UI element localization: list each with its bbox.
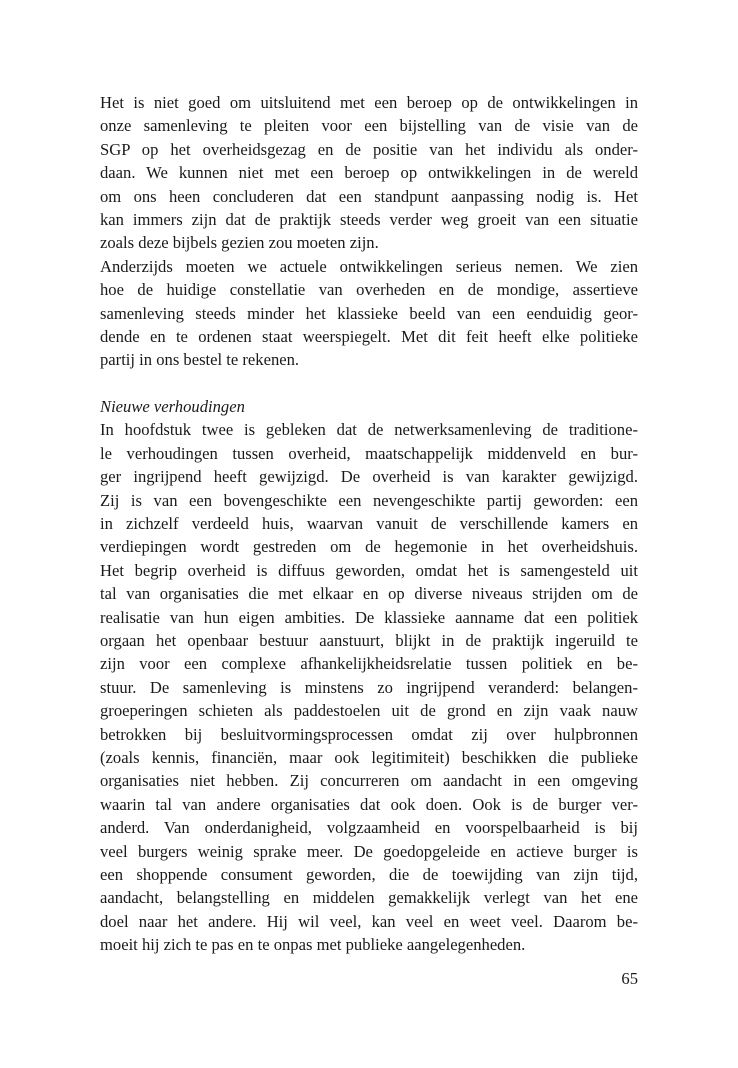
- text-line: Het is niet goed om uitsluitend met een beroep op de ontwikkelingen in: [100, 93, 638, 112]
- text-line: le verhoudingen tussen overheid, maatschappelijk middenveld en bur-: [100, 443, 638, 463]
- paragraph-3: [100, 418, 638, 956]
- text-line: Het begrip overheid is diffuus geworden, omdat het is samengesteld uit: [100, 560, 638, 580]
- text-line: groeperingen schieten als paddestoelen uit de grond en zijn vaak nauw: [100, 701, 638, 721]
- text-line: tal van organisaties die met elkaar en op diverse niveaus strijden om de: [100, 584, 638, 604]
- text-line: partij in ons bestel te rekenen.: [100, 350, 300, 370]
- text-line: onze samenleving te pleiten voor een bijstelling van de visie van de: [100, 116, 638, 136]
- text-line: (zoals kennis, financiën, maar ook legitimiteit) beschikken die publieke: [100, 747, 638, 767]
- text-line: om ons heen concluderen dat een standpunt aanpassing nodig is. Het: [100, 186, 638, 206]
- text-line: zoals deze bijbels gezien zou moeten zijn.: [100, 233, 379, 253]
- text-line: een shoppende consument geworden, die de toewijding van zijn tijd,: [100, 864, 638, 884]
- text-line: anderd. Van onderdanigheid, volgzaamheid en voorspelbaarheid is bij: [100, 818, 638, 838]
- text-line: dende en te ordenen staat weerspiegelt. Met dit feit heeft elke politieke: [100, 326, 638, 346]
- text-line: zijn voor een complexe afhankelijkheidsrelatie tussen politiek en be-: [100, 654, 638, 674]
- text-line: Anderzijds moeten we actuele ontwikkelingen serieus nemen. We zien: [100, 256, 638, 276]
- text-line: samenleving steeds minder het klassieke beeld van een eenduidig geor-: [100, 303, 638, 323]
- text-line: doel naar het andere. Hij wil veel, kan veel en weet veel. Daarom be-: [100, 911, 638, 931]
- body-text: [100, 91, 638, 956]
- text-line: Zij is van een bovengeschikte een nevengeschikte partij geworden: een: [100, 490, 638, 510]
- paragraph-spacer: [100, 372, 638, 395]
- text-line: aandacht, belangstelling en middelen gemakkelijk verlegt van het ene: [100, 888, 638, 908]
- page-number: 65: [621, 969, 638, 988]
- text-line: kan immers zijn dat de praktijk steeds verder weg groeit van een situatie: [100, 209, 638, 229]
- paragraph-1: [100, 91, 638, 255]
- text-line: veel burgers weinig sprake meer. De goedopgeleide en actieve burger is: [100, 841, 638, 861]
- text-line: organisaties niet hebben. Zij concurreren om aandacht in een omgeving: [100, 771, 638, 791]
- text-line: verdiepingen wordt gestreden om de hegemonie in het overheidshuis.: [100, 537, 638, 557]
- text-line: stuur. De samenleving is minstens zo ingrijpend veranderd: belangen-: [100, 677, 638, 697]
- text-line: In hoofdstuk twee is gebleken dat de netwerksamenleving de traditione-: [100, 420, 638, 440]
- text-line: betrokken bij besluitvormingsprocessen omdat zij over hulpbronnen: [100, 724, 638, 744]
- text-line: SGP op het overheidsgezag en de positie van het individu als onder-: [100, 139, 638, 159]
- text-line: realisatie van hun eigen ambities. De klassieke aanname dat een politiek: [100, 607, 638, 627]
- text-line: ger ingrijpend heeft gewijzigd. De overheid is van karakter gewijzigd.: [100, 467, 638, 487]
- section-heading: Nieuwe verhoudingen: [100, 397, 245, 417]
- text-line: in zichzelf verdeeld huis, waarvan vanuit de verschillende kamers en: [100, 514, 638, 534]
- text-line: moeit hij zich te pas en te onpas met publieke aangelegenheden.: [100, 935, 526, 955]
- text-line: daan. We kunnen niet met een beroep op ontwikkelingen in de wereld: [100, 163, 638, 183]
- paragraph-2: [100, 255, 638, 372]
- text-line: hoe de huidige constellatie van overheden en de mondige, assertieve: [100, 280, 638, 300]
- text-line: waarin tal van andere organisaties dat ook doen. Ook is de burger ver-: [100, 794, 638, 814]
- text-line: orgaan het openbaar bestuur aanstuurt, blijkt in de praktijk ingeruild te: [100, 630, 638, 650]
